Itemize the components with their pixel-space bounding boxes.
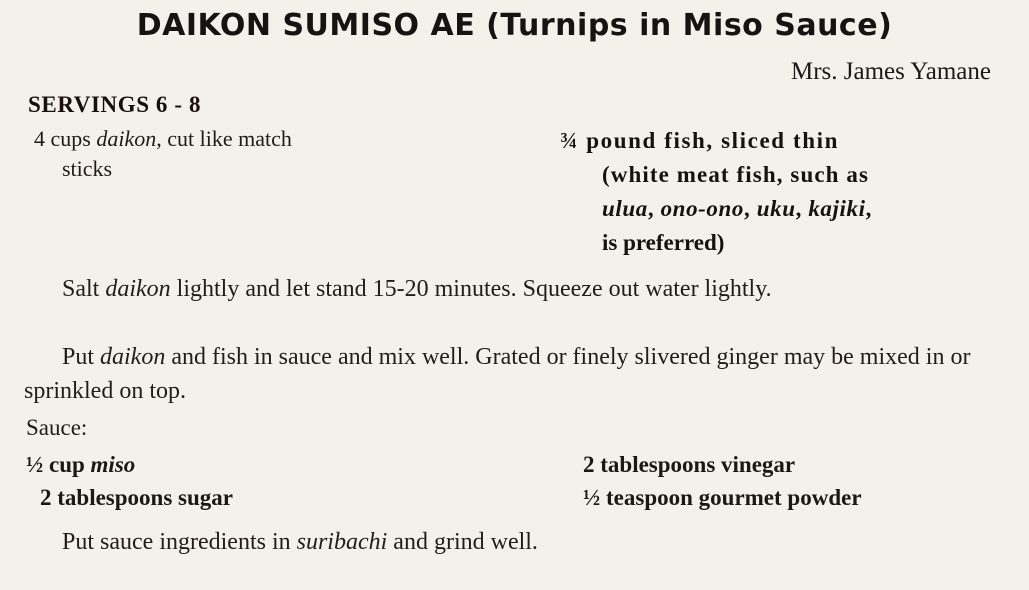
method-step-1-text: Salt daikon lightly and let stand 15-20 minutes. Squeeze out water lightly.: [62, 276, 772, 302]
ingredient-daikon-line1: 4 cups daikon, cut like match: [34, 126, 292, 151]
method-step-3-text: Put sauce ingredients in suribachi and grind well.: [62, 529, 538, 555]
recipe-byline: Mrs. James Yamane: [791, 58, 991, 85]
ingredient-fish-line1: ¾ pound fish, sliced thin: [560, 128, 840, 153]
method-step-3: [24, 525, 1014, 559]
servings-label: SERVINGS 6 - 8: [28, 92, 202, 117]
method-step-2-text: Put daikon and fish in sauce and mix well. Grated or finely slivered ginger may be mixed in or sprinkled on top.: [24, 344, 971, 404]
sauce-ingredient-sugar: 2 tablespoons sugar: [40, 485, 233, 510]
ingredients-column-left: [34, 124, 504, 184]
sauce-ingredient-gourmet-powder: ½ teaspoon gourmet powder: [583, 485, 862, 510]
sauce-column-left: [26, 448, 526, 514]
ingredient-daikon-line2: sticks: [62, 156, 113, 181]
ingredient-fish-line3: ulua, ono-ono, uku, kajiki,: [602, 196, 872, 221]
ingredient-fish-line4: is preferred): [602, 230, 725, 255]
ingredient-fish-line2: (white meat fish, such as: [602, 162, 870, 187]
page-title: DAIKON SUMISO AE (Turnips in Miso Sauce): [136, 8, 893, 43]
method-step-1: [24, 272, 1014, 306]
sauce-heading: Sauce:: [26, 415, 88, 440]
sauce-column-right: [583, 448, 1013, 514]
sauce-ingredient-vinegar: 2 tablespoons vinegar: [583, 452, 796, 477]
ingredients-column-right: [560, 124, 1010, 260]
method-step-2: [24, 340, 1014, 408]
sauce-ingredient-miso: ½ cup miso: [26, 452, 136, 477]
